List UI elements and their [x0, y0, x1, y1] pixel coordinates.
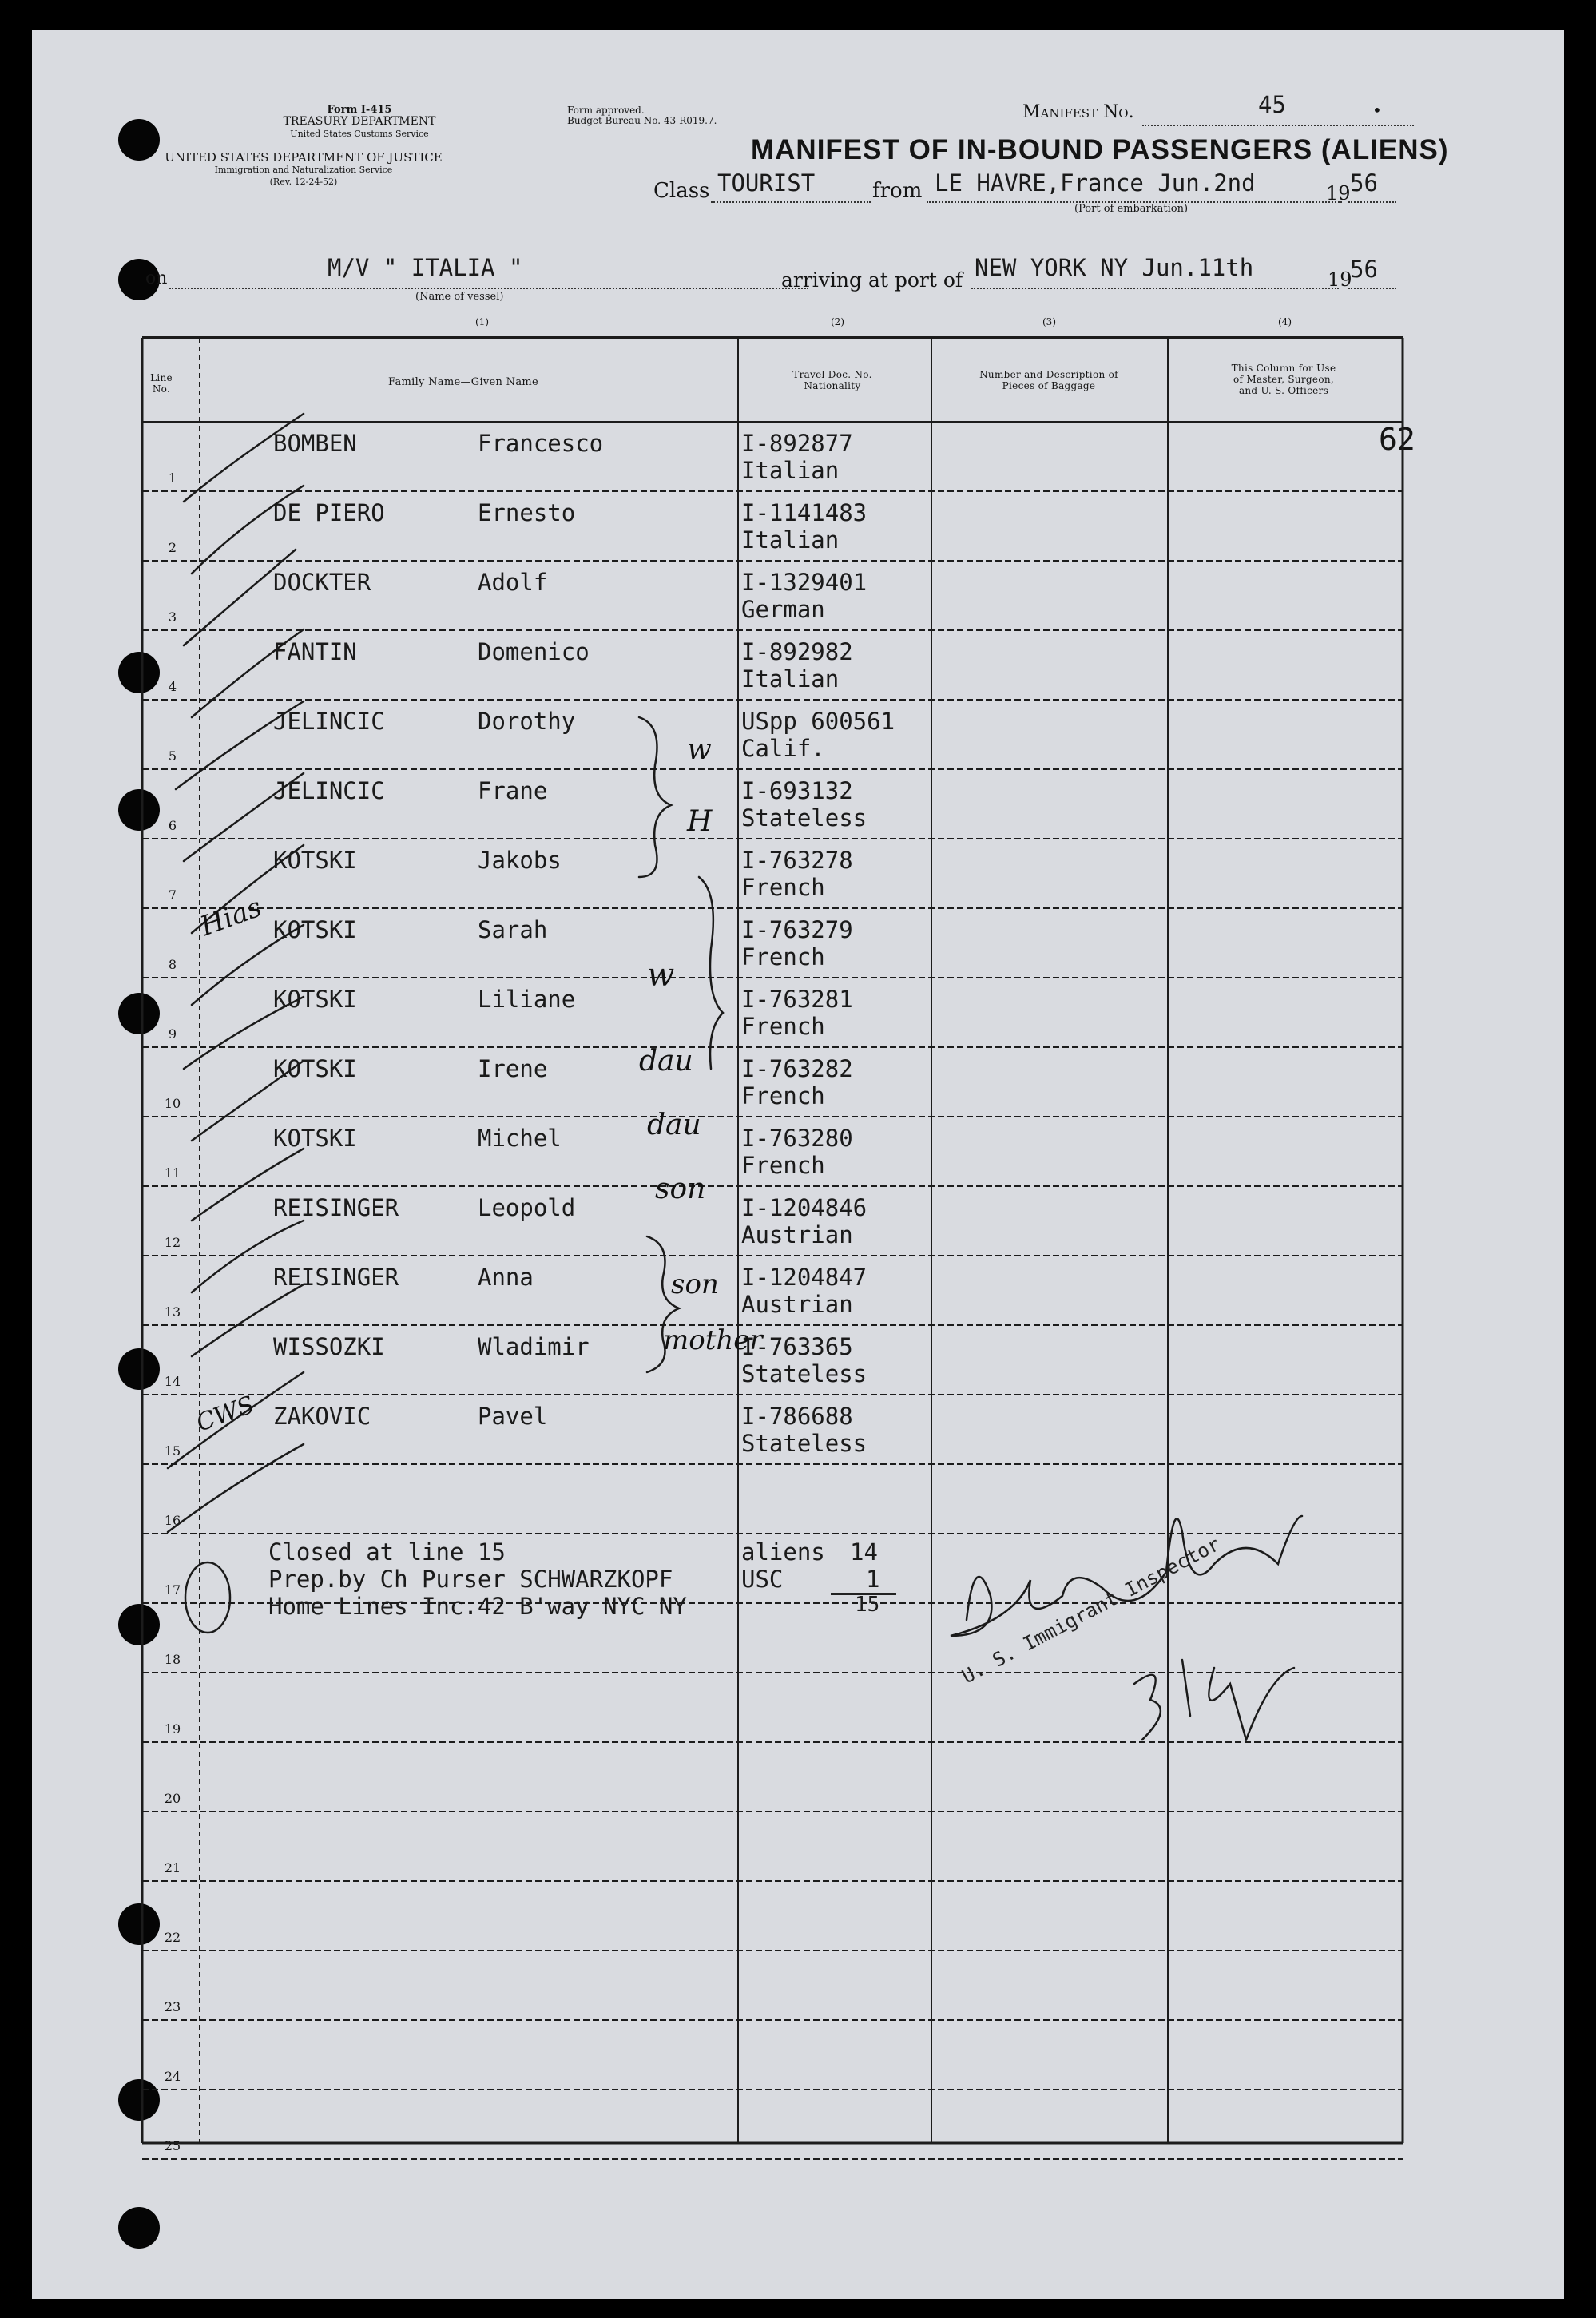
line-number: 8	[168, 957, 177, 972]
given-name: Adolf	[478, 569, 548, 596]
line-number: 21	[164, 1860, 181, 1875]
line-number: 23	[164, 1999, 181, 2014]
given-name: Leopold	[478, 1194, 576, 1221]
relation-note: son	[671, 1268, 719, 1300]
given-name: Anna	[478, 1264, 534, 1291]
port-embark-caption: (Port of embarkation)	[1074, 203, 1189, 215]
travel-doc-no: I-763282	[741, 1055, 853, 1082]
line-number: 1	[168, 470, 177, 486]
family-name: REISINGER	[273, 1194, 399, 1221]
form-number: Form I-415	[327, 104, 392, 116]
travel-doc-no: I-763365	[741, 1333, 853, 1360]
family-name: KOTSKI	[273, 986, 357, 1013]
closing-block	[268, 1538, 687, 1620]
budget-bureau: Budget Bureau No. 43-R019.7.	[567, 115, 717, 126]
line-number: 7	[168, 887, 177, 903]
nationality: French	[741, 943, 825, 970]
family-name: JELINCIC	[273, 777, 385, 804]
nationality: Stateless	[741, 1430, 867, 1457]
travel-doc-no: I-763279	[741, 916, 853, 943]
dept-justice: UNITED STATES DEPARTMENT OF JUSTICE	[165, 150, 443, 165]
class-label: Class	[653, 179, 710, 203]
given-name: Frane	[478, 777, 548, 804]
nationality: French	[741, 1013, 825, 1040]
travel-doc-no: I-1204847	[741, 1264, 867, 1291]
treasury-dept: TREASURY DEPARTMENT	[283, 115, 436, 128]
given-name: Irene	[478, 1055, 548, 1082]
col-num-2: (2)	[831, 316, 844, 327]
from-label: from	[872, 179, 923, 203]
manifest-no-label: Manifest No.	[1022, 102, 1134, 122]
travel-doc-no: I-1204846	[741, 1194, 867, 1221]
on-label: on	[145, 268, 168, 288]
family-name: JELINCIC	[273, 708, 385, 735]
usc-label: USC	[741, 1566, 784, 1593]
line-number: 20	[164, 1791, 181, 1806]
given-name: Ernesto	[478, 499, 576, 526]
given-name: Liliane	[478, 986, 576, 1013]
relation-note: w	[647, 957, 675, 994]
line-number: 12	[164, 1235, 181, 1250]
given-name: Michel	[478, 1125, 562, 1152]
col-head-name: Family Name—Given Name	[388, 376, 538, 388]
line-number: 2	[168, 540, 177, 555]
travel-doc-no: I-786688	[741, 1403, 853, 1430]
col-head-line-2: No.	[152, 383, 171, 395]
relation-note: H	[687, 805, 713, 838]
family-name: KOTSKI	[273, 916, 357, 943]
family-name: BOMBEN	[273, 430, 357, 457]
line-number: 16	[164, 1513, 181, 1528]
line-number: 4	[168, 679, 177, 694]
family-name: FANTIN	[273, 638, 357, 665]
nationality: Stateless	[741, 804, 867, 832]
family-name: REISINGER	[273, 1264, 399, 1291]
nationality: Austrian	[741, 1221, 853, 1248]
line-number: 14	[164, 1374, 181, 1389]
travel-doc-no: USpp 600561	[741, 708, 895, 735]
col-head-officers-2: of Master, Surgeon,	[1233, 374, 1334, 385]
col-head-officers-3: and U. S. Officers	[1238, 385, 1329, 396]
nationality: Italian	[741, 457, 840, 484]
line-number: 6	[168, 818, 177, 833]
class-value: TOURIST	[717, 169, 816, 196]
revision-date: (Rev. 12-24-52)	[269, 177, 338, 187]
margin-note: Hias	[196, 891, 266, 943]
line-number: 9	[168, 1026, 177, 1042]
home-lines: Home Lines Inc.42 B'way NYC NY	[268, 1593, 687, 1620]
line-number: 13	[164, 1304, 181, 1320]
ins-service: Immigration and Naturalization Service	[214, 165, 393, 175]
arrival-year-prefix: 19	[1328, 268, 1352, 291]
travel-doc-no: I-1329401	[741, 569, 867, 596]
given-name: Jakobs	[478, 847, 562, 874]
manifest-title: MANIFEST OF IN-BOUND PASSENGERS (ALIENS)	[751, 134, 1449, 165]
travel-doc-no: I-763281	[741, 986, 853, 1013]
given-name: Pavel	[478, 1403, 548, 1430]
approval-line: Form approved.	[567, 105, 645, 116]
prepared-by: Prep.by Ch Purser SCHWARZKOPF	[268, 1566, 673, 1593]
family-name: KOTSKI	[273, 847, 357, 874]
col-head-baggage-1: Number and Description of	[979, 369, 1118, 380]
usc-count: 1	[866, 1566, 880, 1593]
travel-doc-no: I-892982	[741, 638, 853, 665]
line-number: 10	[164, 1096, 181, 1111]
line-number: 3	[168, 609, 177, 625]
given-name: Francesco	[478, 430, 604, 457]
nationality: Stateless	[741, 1360, 867, 1387]
year-prefix: 19	[1326, 182, 1351, 204]
nationality: German	[741, 596, 825, 623]
relation-note: son	[655, 1173, 706, 1205]
margin-note: CWS	[193, 1391, 259, 1438]
col-head-travel-2: Nationality	[804, 380, 861, 391]
line-number: 18	[164, 1652, 181, 1667]
travel-doc-no: I-763278	[741, 847, 853, 874]
travel-doc-no: I-693132	[741, 777, 853, 804]
arriving-label: arriving at port of	[781, 268, 963, 292]
page-number: 62	[1379, 422, 1415, 457]
col-head-baggage-2: Pieces of Baggage	[1002, 380, 1096, 391]
relation-note: mother	[663, 1324, 763, 1356]
line-number: 15	[164, 1443, 181, 1459]
col-num-1: (1)	[475, 316, 489, 327]
family-name: DE PIERO	[273, 499, 385, 526]
travel-doc-no: I-763280	[741, 1125, 853, 1152]
nationality: Italian	[741, 665, 840, 693]
nationality: French	[741, 1152, 825, 1179]
given-name: Domenico	[478, 638, 590, 665]
aliens-count: 14	[850, 1538, 878, 1566]
closed-at-line: Closed at line 15	[268, 1538, 506, 1566]
given-name: Sarah	[478, 916, 548, 943]
year-value: 56	[1350, 169, 1378, 196]
arrival-year: 56	[1350, 256, 1378, 283]
line-number: 25	[164, 2138, 181, 2153]
relation-note: w	[687, 733, 712, 766]
customs-service: United States Customs Service	[290, 129, 429, 139]
vessel-caption: (Name of vessel)	[415, 291, 504, 303]
family-name: KOTSKI	[273, 1125, 357, 1152]
col-head-travel-1: Travel Doc. No.	[792, 369, 872, 380]
relation-note: dau	[647, 1109, 701, 1141]
manifest-sheet	[32, 30, 1564, 2299]
family-name: KOTSKI	[273, 1055, 357, 1082]
total-count: 15	[855, 1593, 880, 1617]
given-name: Dorothy	[478, 708, 576, 735]
nationality: French	[741, 1082, 825, 1109]
family-name: DOCKTER	[273, 569, 371, 596]
line-number: 19	[164, 1721, 181, 1737]
family-name: ZAKOVIC	[273, 1403, 371, 1430]
col-num-4: (4)	[1278, 316, 1292, 327]
given-name: Wladimir	[478, 1333, 590, 1360]
line-number: 5	[168, 748, 177, 764]
line-number: 22	[164, 1930, 181, 1945]
line-number: 11	[164, 1165, 181, 1181]
col-num-3: (3)	[1042, 316, 1056, 327]
line-number: 17	[164, 1582, 181, 1598]
col-head-line-1: Line	[150, 372, 173, 383]
manifest-no-value: 45	[1258, 91, 1286, 118]
inspector-stamp: U. S. Immigrant Inspector	[958, 1532, 1224, 1689]
nationality: Italian	[741, 526, 840, 554]
nationality: French	[741, 874, 825, 901]
travel-doc-no: I-1141483	[741, 499, 867, 526]
from-value: LE HAVRE,France Jun.2nd	[935, 169, 1256, 196]
travel-doc-no: I-892877	[741, 430, 853, 457]
nationality: Calif.	[741, 735, 825, 762]
arrival-value: NEW YORK NY Jun.11th	[975, 254, 1254, 281]
col-head-officers-1: This Column for Use	[1231, 363, 1336, 374]
vessel-name: M/V " ITALIA "	[328, 254, 523, 281]
family-name: WISSOZKI	[273, 1333, 385, 1360]
dot-mark: •	[1372, 101, 1382, 120]
nationality: Austrian	[741, 1291, 853, 1318]
line-number: 24	[164, 2069, 181, 2084]
relation-note: dau	[639, 1045, 693, 1078]
aliens-label: aliens	[741, 1538, 825, 1566]
